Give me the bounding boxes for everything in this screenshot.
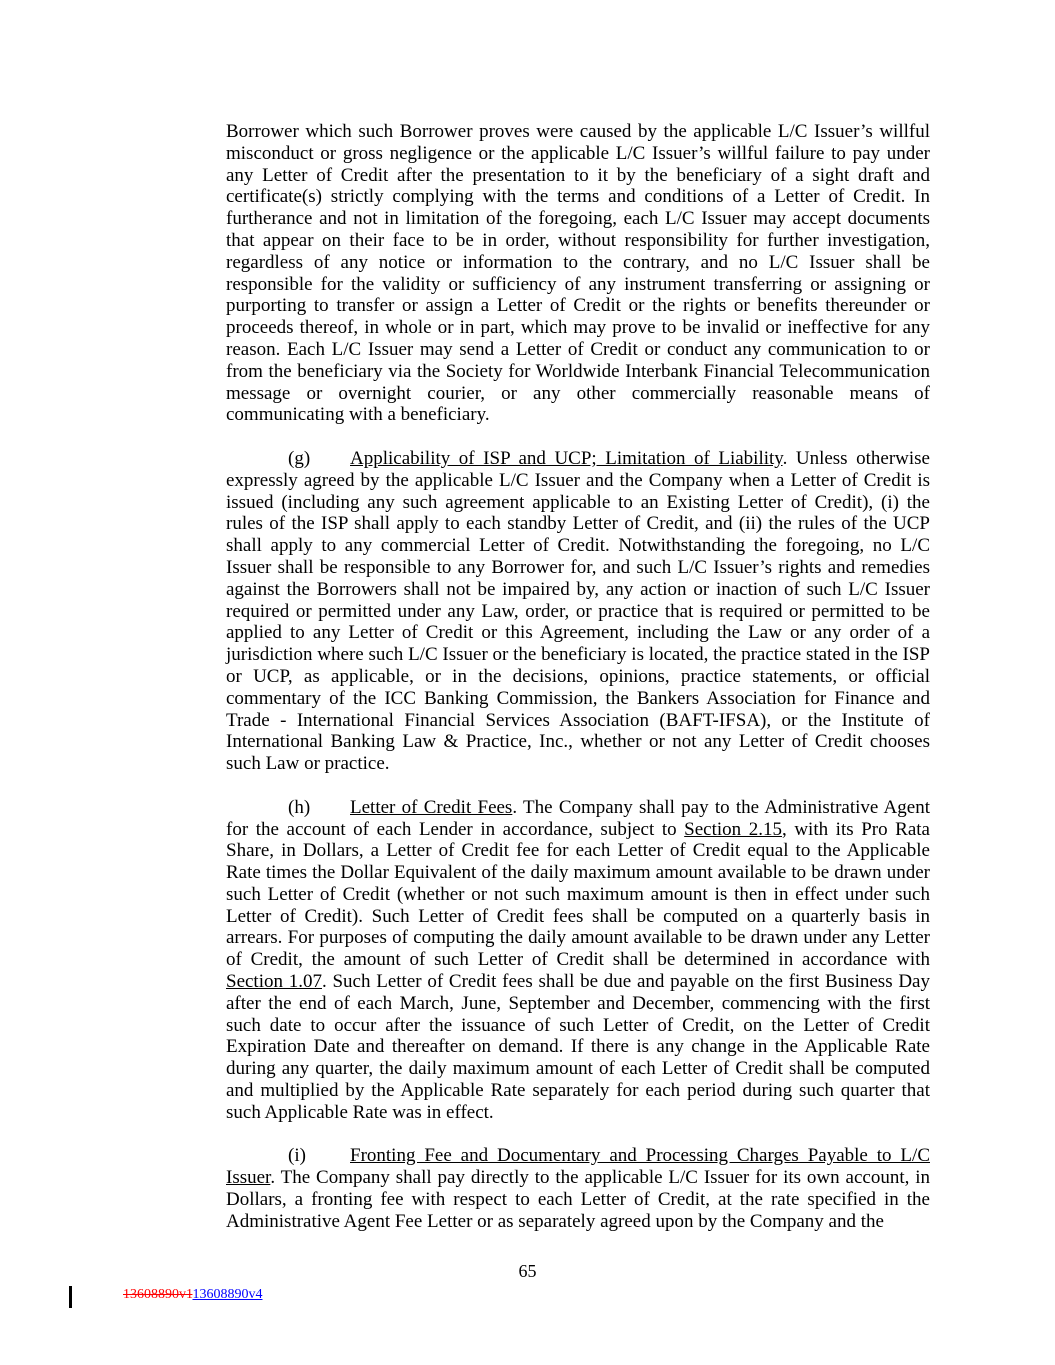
underlined-text: Letter of Credit Fees <box>350 796 513 818</box>
underlined-text: Section 1.07 <box>226 971 322 993</box>
page-number: 65 <box>518 1261 537 1281</box>
document-body <box>226 121 930 1254</box>
paragraph-text: , with its Pro Rata Share, in Dollars, a Letter of Credit fee for each Letter of Credit equal to the Applicable Rate times the Dollar Equivalent of the daily maximum amount available to be drawn under such Letter of Credit (whether or not such maximum amount is then in effect under such Letter of Credit). Such Letter of Credit fees shall be computed on a quarterly basis in arrears. For purposes of computing the daily amount available to be drawn under any Letter of Credit, the amount of such Letter of Credit shall be determined in accordance with <box>226 818 930 971</box>
paragraph-text: . Such Letter of Credit fees shall be due and payable on the first Business Day after the end of each March, June, September and December, commencing with the first such date to occur after the issuance of such Letter of Credit, on the Letter of Credit Expiration Date and thereafter on demand. If there is any change in the Applicable Rate during any quarter, the daily maximum amount of each Letter of Credit shall be computed and multiplied by the Applicable Rate separately for each period during such quarter that such Applicable Rate was in effect. <box>226 971 930 1123</box>
paragraph-label: (h) <box>288 796 311 818</box>
paragraph-continuation <box>226 121 930 426</box>
paragraph-text: . The Company shall pay to the Administrative Agent for the account of each Lender in accordance, subject to <box>226 796 930 840</box>
underlined-text: Section 2.15 <box>684 818 782 840</box>
paragraph-h <box>226 797 930 1124</box>
paragraph-g <box>226 448 930 775</box>
paragraph-text: Borrower which such Borrower proves were caused by the applicable L/C Issuer’s willful misconduct or gross negligence or the applicable L/C Issuer’s willful failure to pay under any Letter of Credit after the presentation to it by the beneficiary of a sight draft and certificate(s) strictly complying with the terms and conditions of a Letter of Credit. In furtherance and not in limitation of the foregoing, each L/C Issuer may accept documents that appear on their face to be in order, without responsibility for further investigation, regardless of any notice or information to the contrary, and no L/C Issuer shall be responsible for the validity or sufficiency of any instrument transferring or assigning or purporting to transfer or assign a Letter of Credit or the rights or benefits thereunder or proceeds thereof, in whole or in part, which may prove to be invalid or ineffective for any reason. Each L/C Issuer may send a Letter of Credit or conduct any communication to or from the beneficiary via the Society for Worldwide Interbank Financial Telecommunication message or overnight courier, or any other commercially reasonable means of communicating with a beneficiary. <box>226 121 930 426</box>
footer-doc-ids <box>123 1287 262 1303</box>
paragraph-text: . The Company shall pay directly to the applicable L/C Issuer for its own account, in Dollars, a fronting fee with respect to each Letter of Credit, at the rate specified in the Administrative Agent Fee Letter or as separately agreed upon by the Company and the <box>226 1167 930 1232</box>
paragraph-i <box>226 1145 930 1232</box>
underlined-text: Applicability of ISP and UCP; Limitation of Liability <box>350 447 783 469</box>
paragraph-label: (i) <box>288 1145 306 1167</box>
doc-id-deleted: 13608890v1 <box>123 1287 193 1302</box>
paragraph-label: (g) <box>288 447 311 469</box>
change-bar <box>69 1286 72 1308</box>
paragraph-text: . Unless otherwise expressly agreed by the applicable L/C Issuer and the Company when a Letter of Credit is issued (including any such agreement applicable to an Existing Letter of Credit), (i) the rules of the ISP shall apply to each standby Letter of Credit, and (ii) the rules of the UCP shall apply to any commercial Letter of Credit. Notwithstanding the foregoing, no L/C Issuer shall be responsible to any Borrower for, and such L/C Issuer’s rights and remedies against the Borrowers shall not be impaired by, any action or inaction of such L/C Issuer required or permitted under any Law, order, or practice that is required or permitted to be applied to any Letter of Credit or this Agreement, including the Law or any order of a jurisdiction where such L/C Issuer or the beneficiary is located, the practice stated in the ISP or UCP, as applicable, or in the decisions, opinions, practice statements, or official commentary of the ICC Banking Commission, the Bankers Association for Finance and Trade - International Financial Services Association (BAFT-IFSA), or the Institute of International Banking Law & Practice, Inc., whether or not any Letter of Credit chooses such Law or practice. <box>226 447 930 775</box>
underlined-text: Fronting Fee and Documentary and Processing Charges Payable to L/C Issuer <box>226 1145 930 1189</box>
doc-id-inserted: 13608890v4 <box>192 1287 263 1302</box>
